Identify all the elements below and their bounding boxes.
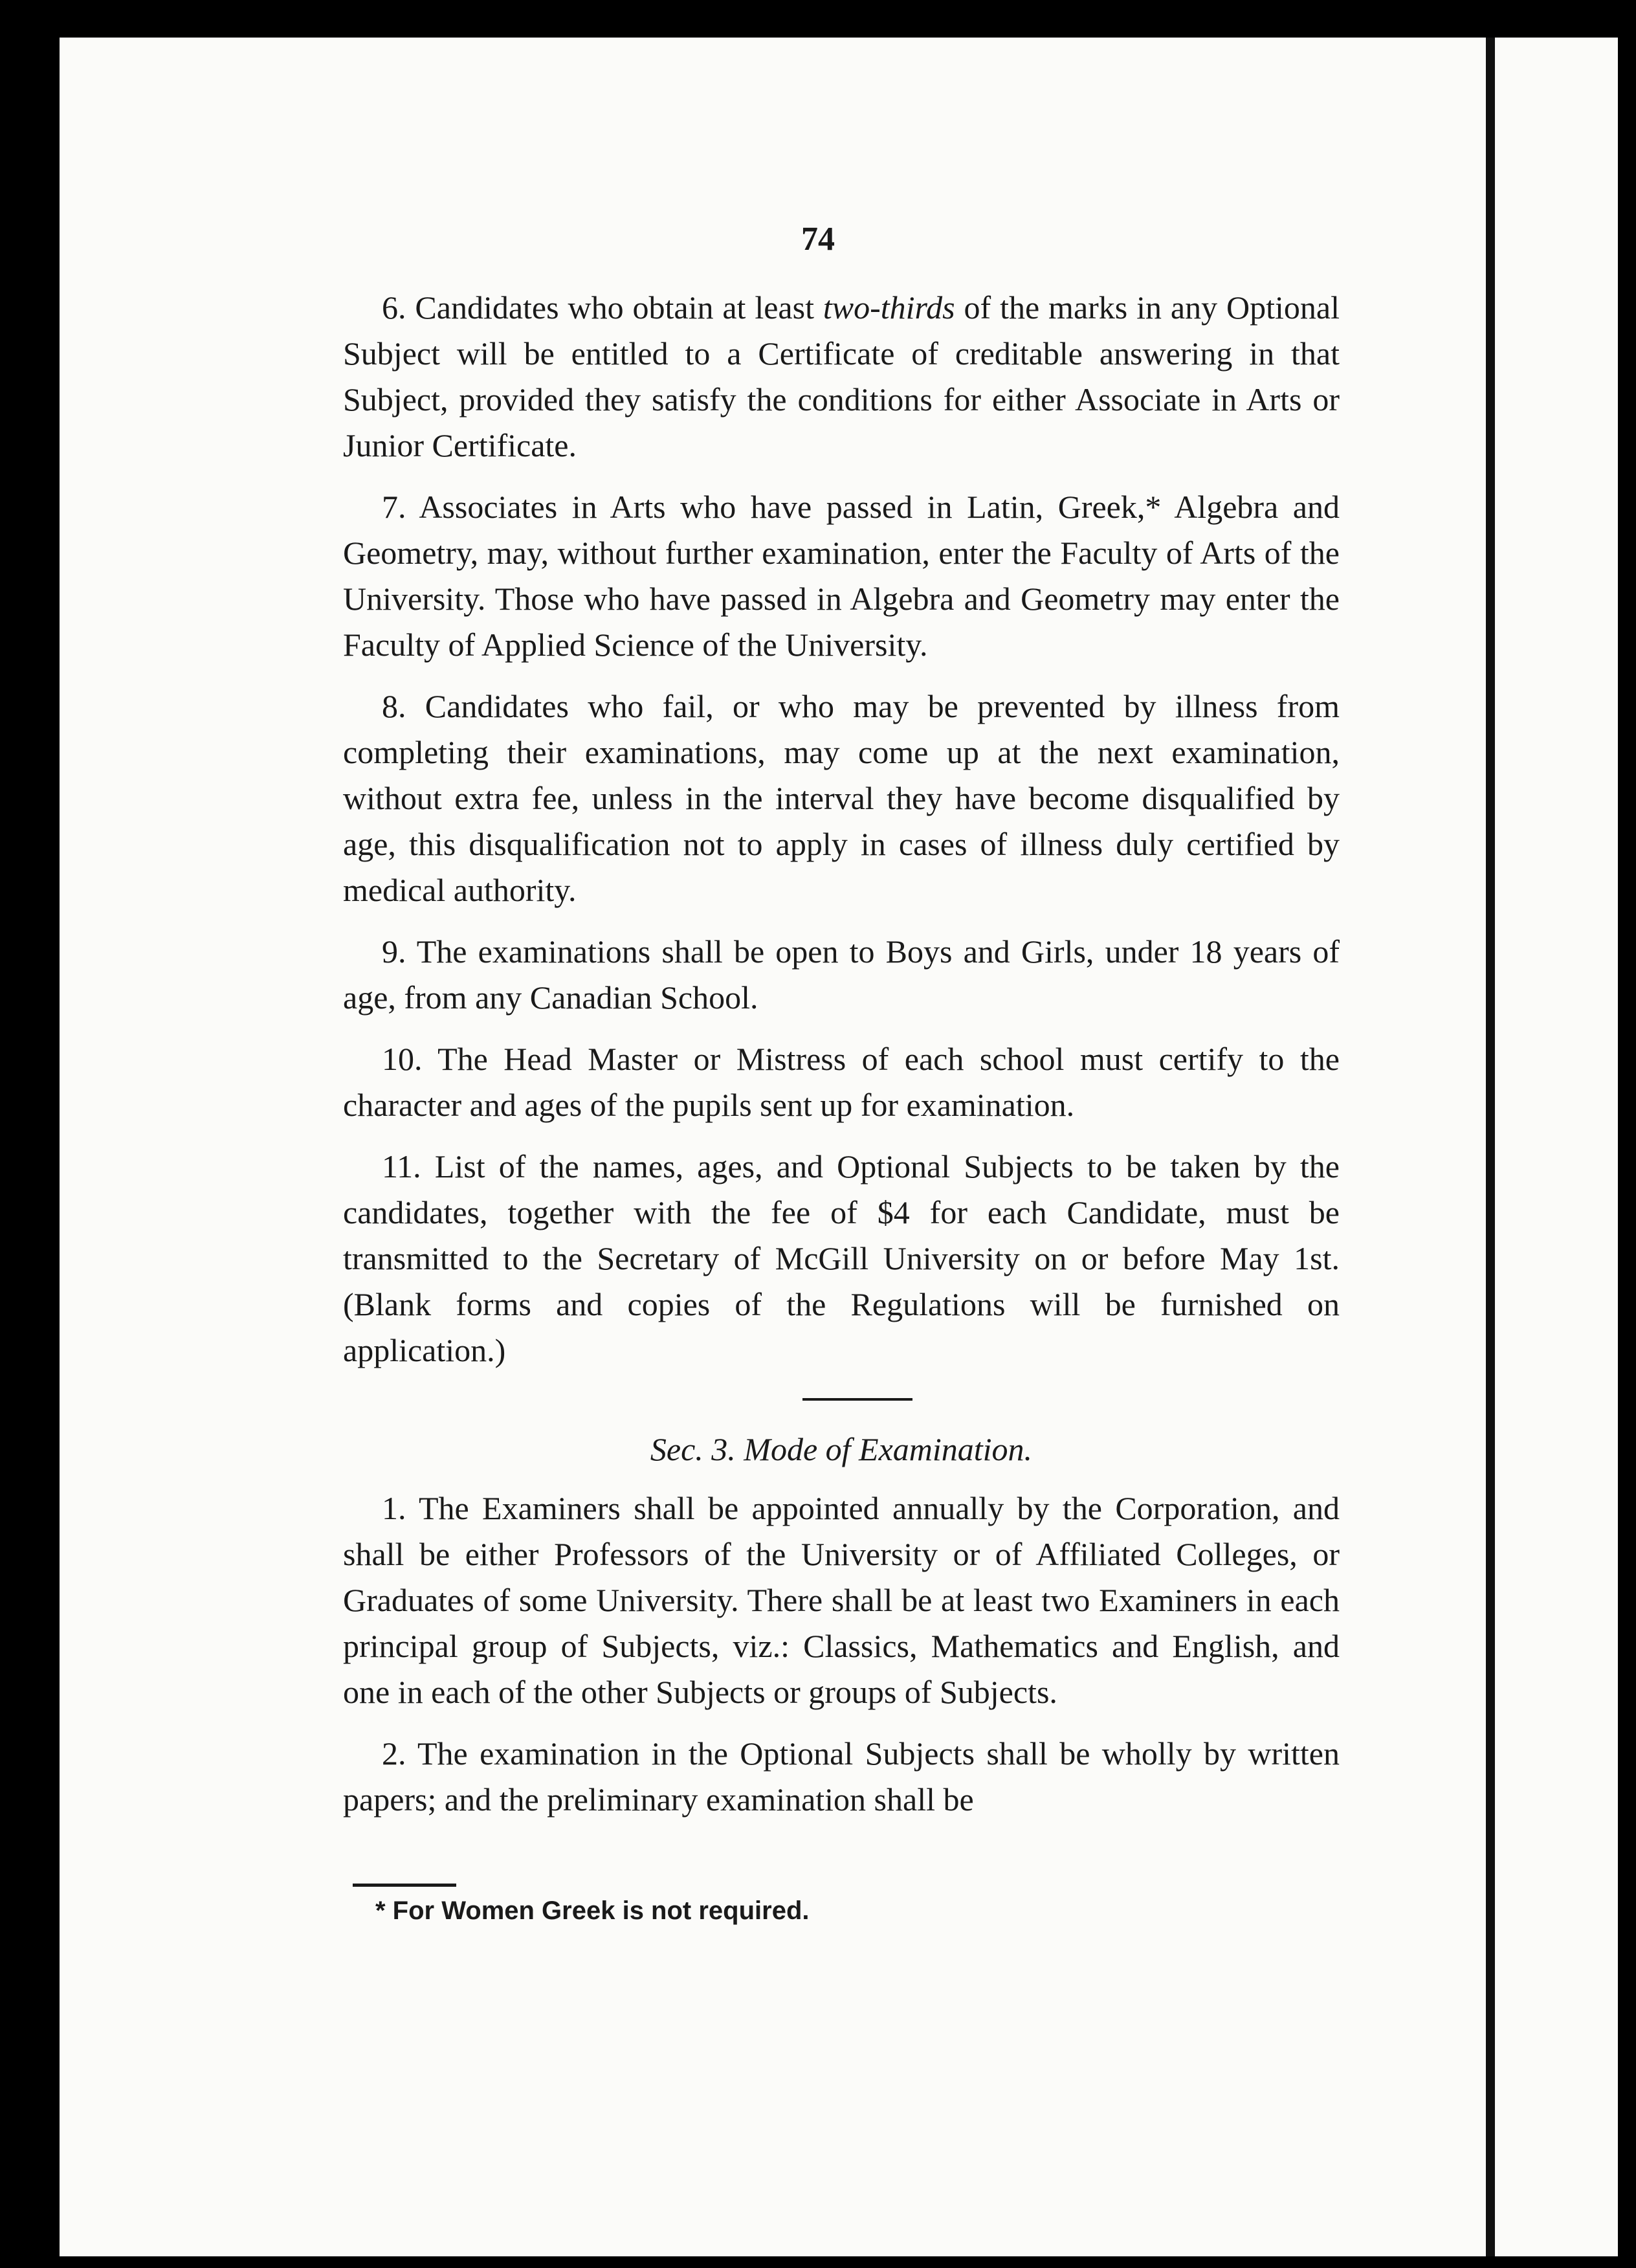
paragraph-number: 7. (382, 489, 406, 525)
paragraph-8 (343, 684, 1340, 913)
paragraph-number: 8. (382, 688, 406, 724)
paragraph-7 (343, 484, 1340, 668)
section-divider (802, 1398, 912, 1401)
section-heading: Sec. 3. Mode of Examination. (650, 1431, 1033, 1467)
paragraph-number: 1. (382, 1490, 406, 1526)
footnote: * For Women Greek is not required. (375, 1896, 810, 1925)
paragraph-11 (343, 1144, 1340, 1373)
paragraph-10 (343, 1036, 1340, 1128)
paragraph-9 (343, 929, 1340, 1021)
paragraph-text: Candidates who fail, or who may be prevented by illness from completing their examinations, may come up at the next examination, without extra fee, unless in the interval they have become disqualified by age, this disqualification not to apply in cases of illness duly certified by medical authority. (343, 688, 1340, 908)
adjacent-page-edge (1495, 38, 1618, 2256)
body-text (343, 285, 1340, 1838)
paragraph-text: of the marks in any Optional Subject will be entitled to a Certificate of creditable answering in that Subject, provided they satisfy the conditions for either Associate in Arts or Junior Certificate. (343, 289, 1340, 463)
section-3-paragraph-1 (343, 1485, 1340, 1715)
emphasis-text: two-thirds (823, 289, 955, 326)
paragraph-text: List of the names, ages, and Optional Subjects to be taken by the candidates, together with the fee of $4 for each Candidate, must be transmitted to the Secretary of McGill University on or before May 1st. (Blank forms and copies of the Regulations will be furnished on application.) (343, 1148, 1340, 1368)
paragraph-text: The Examiners shall be appointed annually by the Corporation, and shall be either Professors of the University or of Affiliated Colleges, or Graduates of some University. There shall be at least two Examiners in each principal group of Subjects, viz.: Classics, Mathematics and English, and one in each of the other Subjects or groups of Subjects. (343, 1490, 1340, 1710)
section-3-paragraph-2 (343, 1731, 1340, 1823)
paragraph-text: The Head Master or Mistress of each school must certify to the character and ages of the pupils sent up for examination. (343, 1041, 1340, 1123)
footnote-rule (353, 1884, 456, 1887)
page-number: 74 (801, 221, 835, 258)
paragraph-text: Associates in Arts who have passed in Latin, Greek,* Algebra and Geometry, may, without further examination, enter the Faculty of Arts of the University. Those who have passed in Algebra and Geometry may enter the Faculty of Applied Science of the University. (343, 489, 1340, 663)
paragraph-6 (343, 285, 1340, 469)
paragraph-text: The examinations shall be open to Boys and Girls, under 18 years of age, from any Canadian School. (343, 933, 1340, 1016)
paragraph-number: 6. (382, 289, 406, 326)
paragraph-text: The examination in the Optional Subjects shall be wholly by written papers; and the preliminary examination shall be (343, 1735, 1340, 1818)
paragraph-number: 9. (382, 933, 406, 970)
paragraph-number: 2. (382, 1735, 406, 1772)
paragraph-number: 11. (382, 1148, 421, 1184)
paragraph-text: Candidates who obtain at least (415, 289, 823, 326)
paragraph-number: 10. (382, 1041, 423, 1077)
page-gutter (1486, 38, 1495, 2256)
